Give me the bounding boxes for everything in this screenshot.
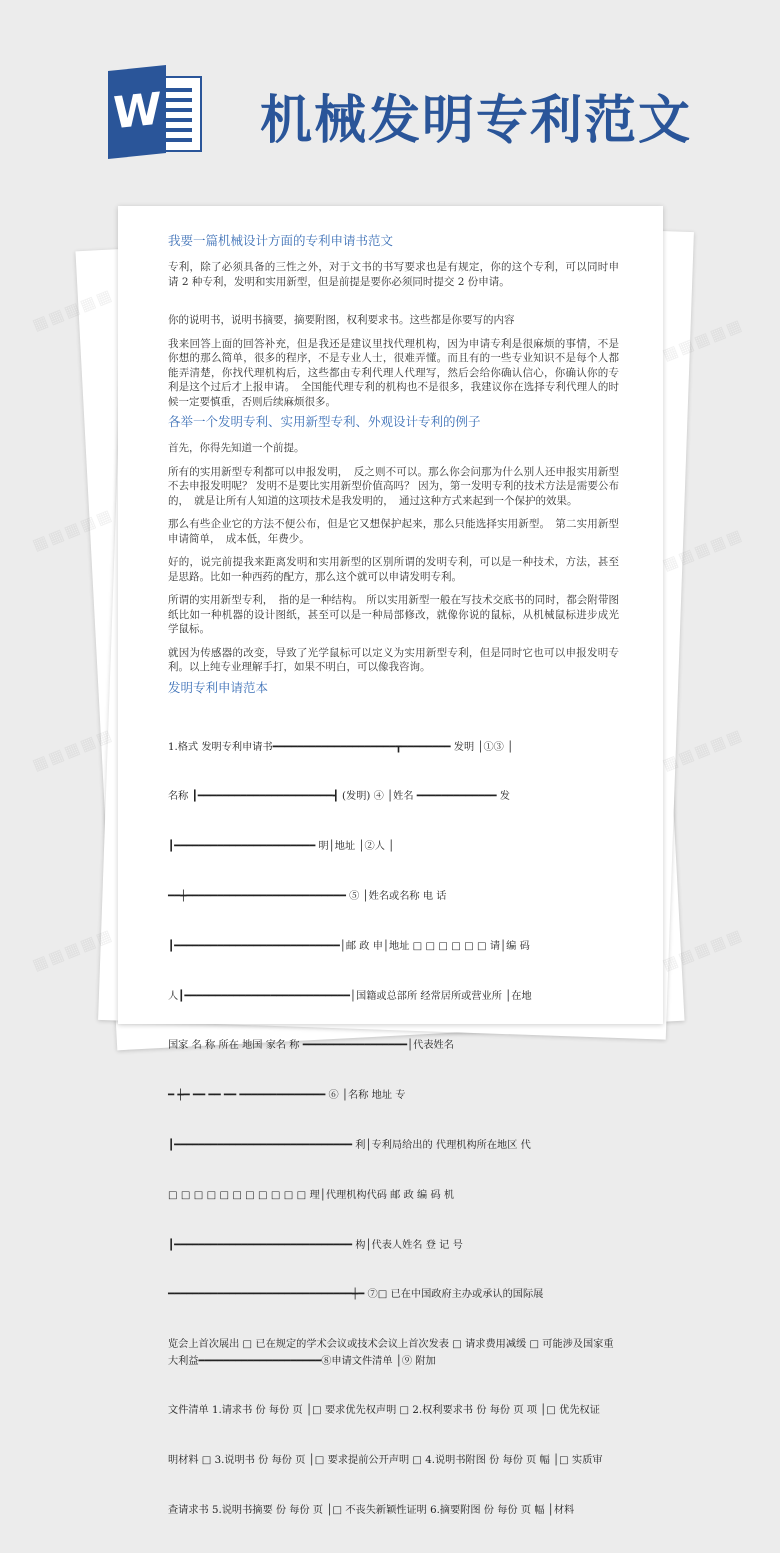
paragraph: 那么有些企业它的方法不便公布，但是它又想保护起来，那么只能选择实用新型。 第二实用新型申请简单， 成本低，年费少。: [168, 518, 619, 545]
form-line: 名称 ┃━━━━━━━━━━━━━━━━━━━━━━┫ (发明) ④ │姓名 ━━━━━━━━━━━━━ 发: [168, 791, 510, 803]
section-heading: 各举一个发明专利、实用新型专利、外观设计专利的例子: [168, 414, 481, 429]
form-line: ┃━━━━━━━━━━━━━━━━━━━━━━━━━━━━━ 构│代表人姓名 登 记 号: [168, 1239, 463, 1251]
section-heading: 发明专利申请范本: [168, 679, 269, 695]
form-line: 国家 名 称 所在 地国 家名 称 ━━━━━━━━━━━━━━━━━│代表姓名: [168, 1040, 454, 1052]
form-line: 查请求书 5.说明书摘要 份 每份 页 │□ 不丧失新颖性证明 6.摘要附图 份 每份 页 幅 │材料: [168, 1505, 575, 1516]
form-line: 1.格式 发明专利申请书━━━━━━━━━━━━━━━━━━━━┳━━━━━━━━ 发明 │①③ │: [168, 741, 514, 753]
watermark: ▦▦▦▦▦: [29, 284, 117, 335]
form-line: ━ ┿━ ━━ ━━ ━━ ━━━━━━━━━━━━━━ ⑥ │名称 地址 专: [168, 1090, 406, 1102]
form-line: ━━━━━━━━━━━━━━━━━━━━━━━━━━━━━━┿━ ⑦□ 已在中国政府主办或承认的国际展: [168, 1289, 544, 1301]
form-line: □ □ □ □ □ □ □ □ □ □ □ 理│代理机构代码 邮 政 编 码 机: [168, 1189, 455, 1201]
watermark: ▦▦▦▦▦: [659, 924, 747, 975]
section-heading: 我要一篇机械设计方面的专利申请书范文: [168, 233, 394, 248]
form-line: ┃━━━━━━━━━━━━━━━━━━━━━━━ 明│地址 │②人 │: [168, 841, 395, 853]
form-line: 明材料 □ 3.说明书 份 每份 页 │□ 要求提前公开声明 □ 4.说明书附图 份 每份 页 幅 │□ 实质审: [168, 1455, 603, 1467]
paragraph: 首先，你得先知道一个前提。: [168, 442, 305, 454]
form-line: ┃━━━━━━━━━━━━━━━━━━━━━━━━━━━│邮 政 申│地址 □ □ □ □ □ □ 请│编 码: [168, 940, 530, 952]
paragraph: 我来回答上面的回答补充，但是我还是建议里找代理机构，因为申请专利是很麻烦的事情，不是你想的那么简单，很多的程序，不是专业人士，很难弄懂。而且有的一些专业知识不是每个人都能弄清楚，你找代理机构后，这些都由专利代理人代理写，然后会给你确认信心，你确认你的专利是这个过后才上报申请。 全国能代理专利的机构也不是很多，我建议你在选择专利代理人的时候一定要慎重，否则后续麻烦很多。: [168, 337, 619, 408]
page-title: 机械发明专利范文: [260, 91, 693, 151]
header: [0, 0, 780, 200]
paragraph: 就因为传感器的改变，导致了光学鼠标可以定义为实用新型专利，但是同时它也可以申报发明专利。以上纯专业理解手打，如果不明白，可以像我咨询。: [168, 646, 619, 673]
form-line: 文件清单 1.请求书 份 每份 页 │□ 要求优先权声明 □ 2.权利要求书 份 每份 页 项 │□ 优先权证: [168, 1405, 600, 1417]
watermark: ▦▦▦▦▦: [659, 524, 747, 575]
paragraph: 你的说明书，说明书摘要，摘要附图，权利要求书。这些都是你要写的内容: [168, 314, 515, 326]
form-line: 人┃━━━━━━━━━━━━━━━━━━━━━━━━━━━│国籍或总部所 经常居所或营业所 │在地: [168, 990, 532, 1002]
word-document-icon: [108, 68, 208, 156]
application-form: [168, 707, 619, 1553]
watermark: ▦▦▦▦▦: [29, 724, 117, 775]
form-line: ┃━━━━━━━━━━━━━━━━━━━━━━━━━━━━━ 利│专利局给出的 代理机构所在地区 代: [168, 1139, 531, 1151]
paragraph: 好的，说完前提我来距离发明和实用新型的区别所谓的发明专利，可以是一种技术，方法，甚至是思路。比如一种西药的配方，那么这个就可以申请发明专利。: [168, 556, 619, 583]
document-page: [118, 206, 663, 1516]
form-line: ━━┿━━━━━━━━━━━━━━━━━━━━━━━━━━ ⑤ │姓名或名称 电 话: [168, 891, 447, 903]
watermark: ▦▦▦▦▦: [29, 504, 117, 555]
paragraph: 所有的实用新型专利都可以申报发明， 反之则不可以。那么你会问那为什么别人还申报实用新型不去申报发明呢？ 发明不是要比实用新型价值高吗？ 因为，第一发明专利的技术方法是需要公布的， 就是让所有人知道的这项技术是我发明的， 通过这种方式来起到一个保护的效果。: [168, 465, 619, 507]
watermark: ▦▦▦▦▦: [659, 314, 747, 365]
paragraph: 所谓的实用新型专利， 指的是一种结构。 所以实用新型一般在写技术交底书的同时，都会附带图纸比如一种机器的设计图纸，甚至可以是一种局部修改，就像你说的鼠标，从机械鼠标进步成光学鼠标。: [168, 594, 619, 635]
watermark: ▦▦▦▦▦: [29, 924, 117, 975]
word-badge: W: [108, 65, 166, 159]
watermark: ▦▦▦▦▦: [659, 724, 747, 775]
paragraph: 专利，除了必须具备的三性之外，对于文书的书写要求也是有规定，你的这个专利，可以同时申请 2 种专利，发明和实用新型，但是前提是要你必须同时提交 2 份申请。: [168, 261, 619, 288]
form-line: 览会上首次展出 □ 已在规定的学术会议或技术会议上首次发表 □ 请求费用减缓 □ 可能涉及国家重大利益━━━━━━━━━━━━━━━━━━━━⑧申请文件清单 │⑨ 附加: [168, 1339, 614, 1367]
